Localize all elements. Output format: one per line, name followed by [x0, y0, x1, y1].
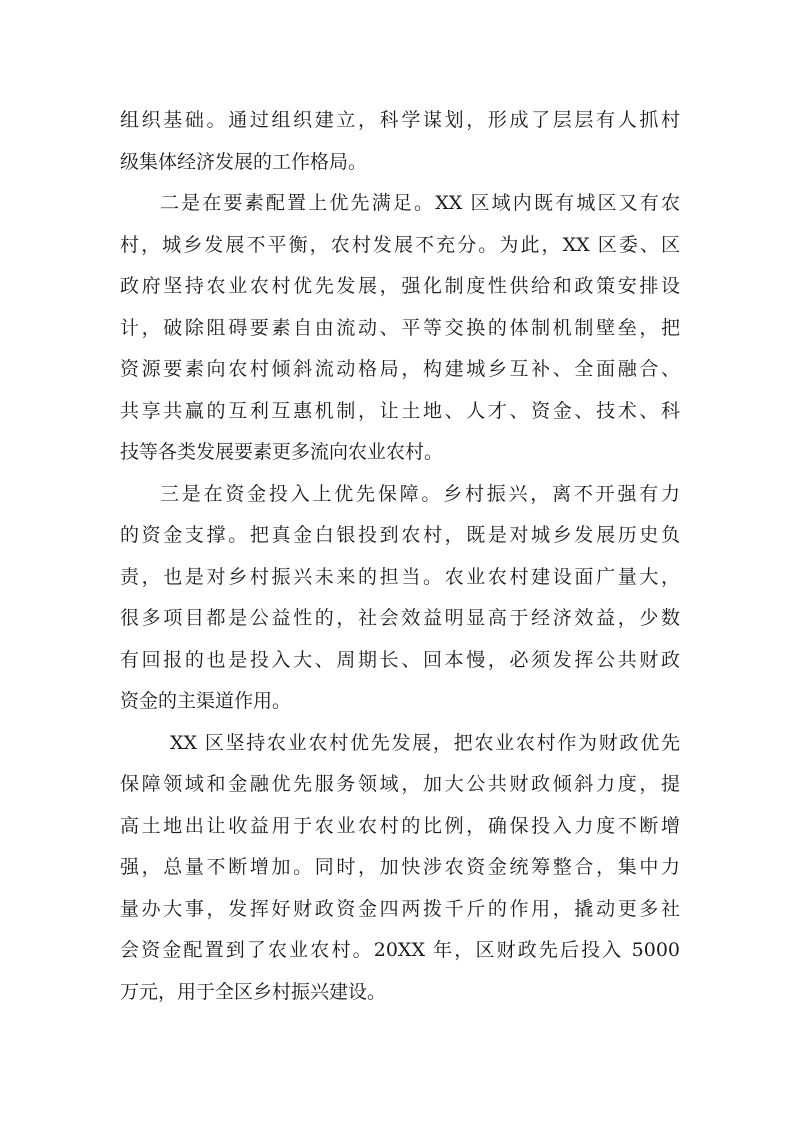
- paragraph-2-line-2: 村，城乡发展不平衡，农村发展不充分。为此，XX 区委、区: [120, 233, 680, 256]
- paragraph-4-line-3: 高土地出让收益用于农业农村的比例，确保投入力度不断增: [120, 814, 680, 837]
- paragraph-4-line-4: 强，总量不断增加。同时，加快涉农资金统筹整合，集中力: [120, 856, 680, 878]
- paragraph-3-line-3: 责，也是对乡村振兴未来的担当。农业农村建设面广量大，: [120, 565, 680, 588]
- paragraph-2-line-6: 共享共赢的互利互惠机制，让土地、人才、资金、技术、科: [120, 399, 680, 422]
- paragraph-3-line-6: 资金的主渠道作用。: [120, 690, 292, 712]
- paragraph-4-line-6: 会资金配置到了农业农村。20XX 年，区财政先后投入 5000: [120, 939, 680, 961]
- paragraph-3-line-5: 有回报的也是投入大、周期长、回本慢，必须发挥公共财政: [120, 648, 680, 671]
- paragraph-4-line-5: 量办大事，发挥好财政资金四两拨千斤的作用，撬动更多社: [120, 897, 680, 920]
- paragraph-3-line-2: 的资金支撑。把真金白银投到农村，既是对城乡发展历史负: [120, 524, 680, 546]
- paragraph-2-line-1: 二是在要素配置上优先满足。XX 区域内既有城区又有农: [160, 192, 680, 214]
- paragraph-4-line-1: XX 区坚持农业农村优先发展，把农业农村作为财政优先: [170, 731, 680, 754]
- paragraph-2-line-3: 政府坚持农业农村优先发展，强化制度性供给和政策安排设: [120, 275, 680, 297]
- paragraph-3-line-1: 三是在资金投入上优先保障。乡村振兴，离不开强有力: [160, 482, 680, 505]
- paragraph-2-line-7: 技等各类发展要素更多流向农业农村。: [120, 441, 444, 463]
- paragraph-2-line-5: 资源要素向农村倾斜流动格局，构建城乡互补、全面融合、: [120, 358, 680, 380]
- paragraph-2-line-4: 计，破除阻碍要素自由流动、平等交换的体制机制壁垒，把: [120, 316, 680, 339]
- paragraph-4-line-7: 万元，用于全区乡村振兴建设。: [120, 980, 387, 1003]
- paragraph-3-line-4: 很多项目都是公益性的，社会效益明显高于经济效益，少数: [120, 607, 680, 629]
- paragraph-4-line-2: 保障领域和金融优先服务领域，加大公共财政倾斜力度，提: [120, 773, 680, 795]
- paragraph-1-line-1: 组织基础。通过组织建立，科学谋划，形成了层层有人抓村: [120, 109, 680, 131]
- paragraph-1-line-2: 级集体经济发展的工作格局。: [120, 150, 368, 173]
- document-body: [120, 100, 680, 1013]
